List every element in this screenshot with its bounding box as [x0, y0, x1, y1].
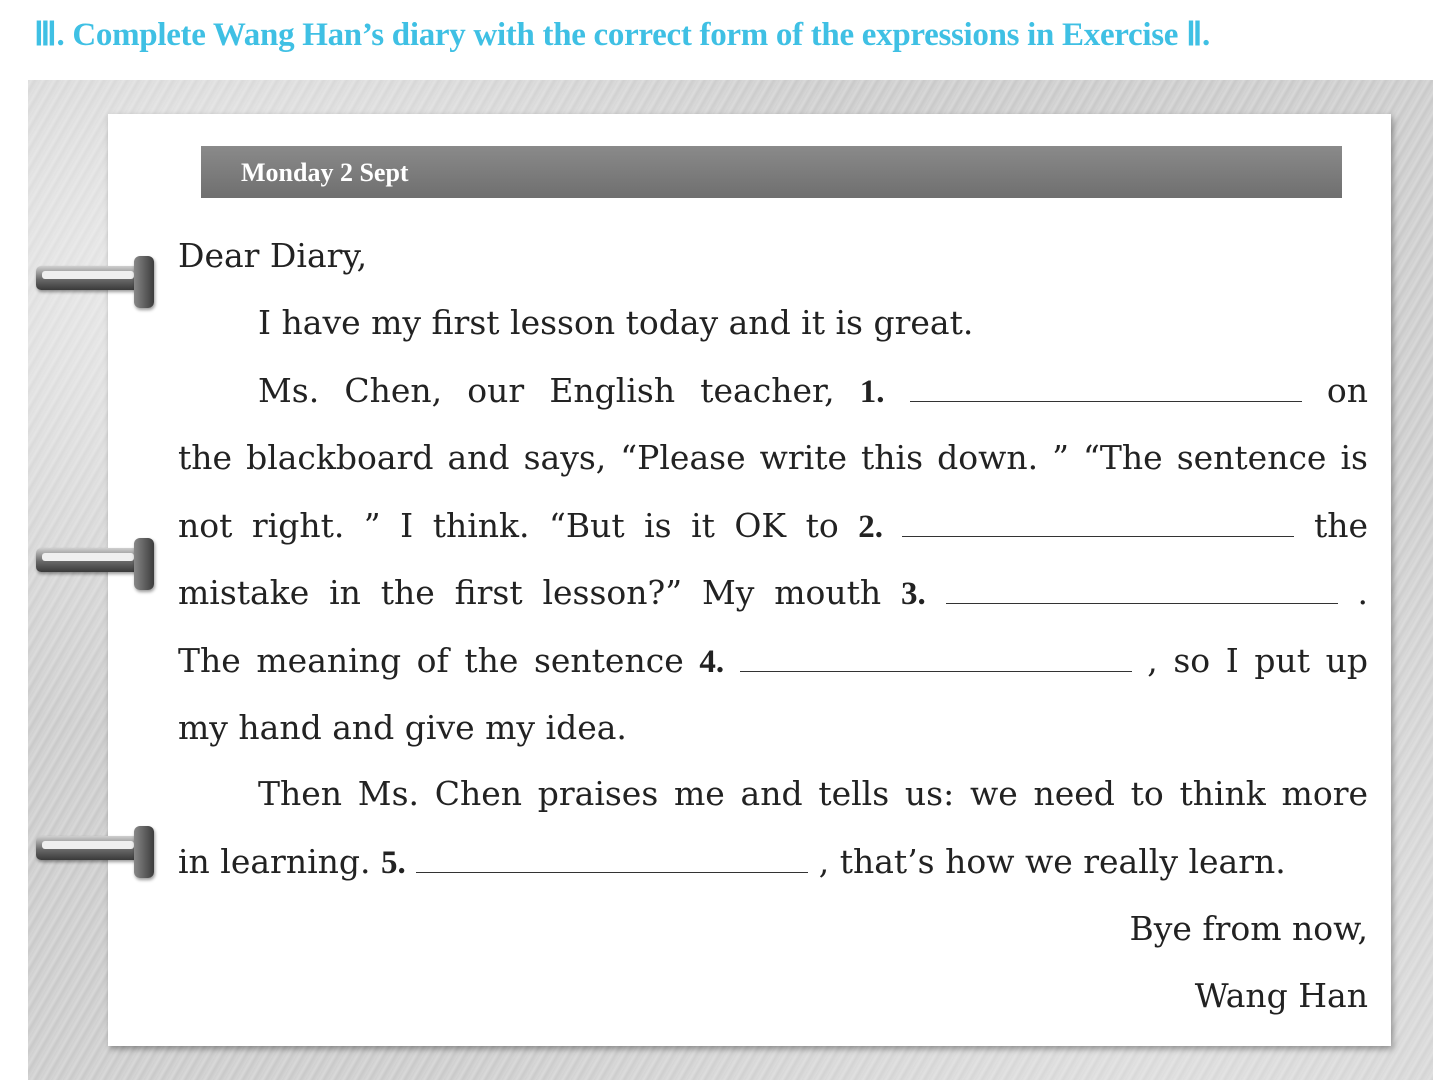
- diary-line: the blackboard and says, “Please write this down. ” “The sentence is: [178, 438, 1368, 477]
- diary-line: my hand and give my idea.: [178, 708, 627, 747]
- diary-line: Then Ms. Chen praises me and tells us: we need to think more: [258, 774, 1368, 813]
- blank-number: 2.: [858, 509, 883, 545]
- diary-text: in learning.: [178, 842, 371, 881]
- diary-text: the: [1313, 506, 1369, 545]
- diary-line: [178, 836, 1368, 886]
- blank-number: 3.: [901, 576, 926, 612]
- answer-blank-5[interactable]: [416, 836, 808, 873]
- diary-text: not right. ” I think. “But is it OK to: [178, 506, 839, 545]
- exercise-instruction: Ⅲ. Complete Wang Han’s diary with the correct form of the expressions in Exercise Ⅱ.: [34, 17, 1210, 53]
- diary-text: The meaning of the sentence: [178, 641, 684, 680]
- blank-number: 5.: [381, 845, 406, 881]
- answer-blank-3[interactable]: [946, 567, 1338, 604]
- diary-line: [178, 500, 1368, 550]
- diary-text: on: [1326, 371, 1368, 410]
- answer-blank-4[interactable]: [740, 635, 1132, 672]
- diary-signoff: Bye from now,: [1129, 909, 1368, 948]
- diary-line: [178, 567, 1368, 617]
- diary-line: [178, 635, 1368, 685]
- diary-line: [258, 365, 1368, 415]
- diary-text: Ms. Chen, our English teacher,: [258, 371, 835, 410]
- diary-text: .: [1357, 573, 1368, 612]
- blank-number: 1.: [859, 374, 885, 410]
- diary-line: I have my first lesson today and it is great.: [258, 303, 974, 342]
- binder-clip-icon: [36, 826, 156, 882]
- diary-greeting: Dear Diary,: [178, 236, 368, 275]
- answer-blank-2[interactable]: [902, 500, 1294, 537]
- date-header-bar: [201, 146, 1342, 198]
- answer-blank-1[interactable]: [910, 365, 1302, 402]
- diary-text: , that’s how we really learn.: [818, 842, 1286, 881]
- binder-clip-icon: [36, 256, 156, 312]
- diary-text: , so I put up: [1147, 641, 1368, 680]
- diary-text: mistake in the first lesson?” My mouth: [178, 573, 882, 612]
- diary-date: Monday 2 Sept: [241, 158, 409, 187]
- diary-signature: Wang Han: [1194, 976, 1368, 1015]
- binder-clip-icon: [36, 538, 156, 594]
- blank-number: 4.: [699, 644, 725, 680]
